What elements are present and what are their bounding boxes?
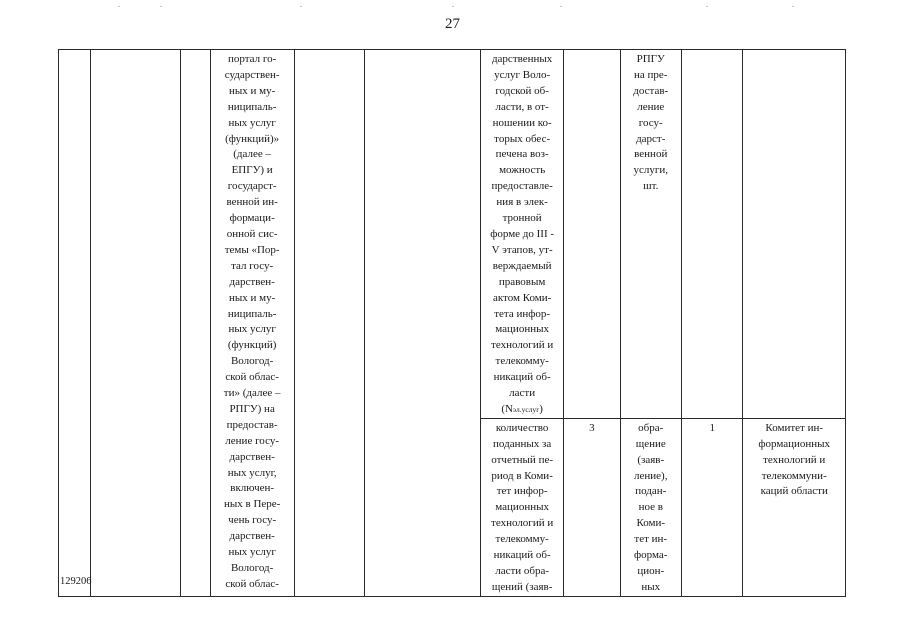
table-cell-indicator [481, 50, 564, 419]
page-number: 27 [445, 16, 460, 32]
scan-noise [0, 6, 905, 8]
document-code: 129206 [60, 576, 92, 587]
table-cell-empty [681, 50, 742, 419]
table-cell-empty [90, 50, 180, 597]
data-table [58, 49, 846, 597]
table-cell-empty [59, 50, 91, 597]
value-text: 1 [709, 421, 715, 434]
table-cell-indicator [481, 418, 564, 596]
table-cell-empty [743, 50, 846, 419]
table-cell-unit [620, 418, 681, 596]
indicator-text: дарственных услуг Воло- годской об- ласти, в от- ношении ко- торых обес- печена воз- можность предоставле- ния в элек- тронной форме до III - V этапов, ут- верждаемый правовым актом Коми- тета инфор- мационных технологий и телекомму- никаций об- ласти (Nэл.услуг) [490, 53, 555, 415]
table-cell-unit [620, 50, 681, 419]
table-cell-description [210, 50, 294, 597]
row-number: 3 [589, 421, 595, 434]
table-cell-empty [180, 50, 210, 597]
indicator-subscript: эл.услуг [512, 404, 540, 414]
table-cell-responsible [743, 418, 846, 596]
indicator-text: количество поданных за отчетный пе- риод в Коми- тет инфор- мационных технологий и телекомму- никаций об- ласти обра- щений (заяв- [491, 421, 554, 593]
table-cell-number [564, 418, 620, 596]
table-cell-empty [294, 50, 365, 597]
unit-text: обра- щение (заяв- ление), подан- ное в Коми- тет ин- форма- цион- ных [634, 421, 668, 593]
service-portal-text: портал го- сударствен- ных и му- ниципаль- ных услуг (функций)» (далее – ЕПГУ) и государст- венной ин- формаци- онной сис- темы «Пор- тал госу- дарствен- ных и му- ниципаль- ных услуг (функций) Вологод- ской облас- ти» (далее – РПГУ) на предостав- ление госу- дарствен- ных услуг, включен- ных в Пере- чень госу- дарствен- ных услуг Вологод- ской облас- [223, 53, 281, 590]
responsible-text: Комитет ин- формационных технологий и телекоммуни- каций области [758, 421, 831, 498]
unit-text: РПГУ на пре- достав- ление госу- дарст- венной услуги, шт. [633, 53, 669, 193]
table-cell-empty [365, 50, 481, 597]
table-cell-value [681, 418, 742, 596]
table-cell-empty [564, 50, 620, 419]
